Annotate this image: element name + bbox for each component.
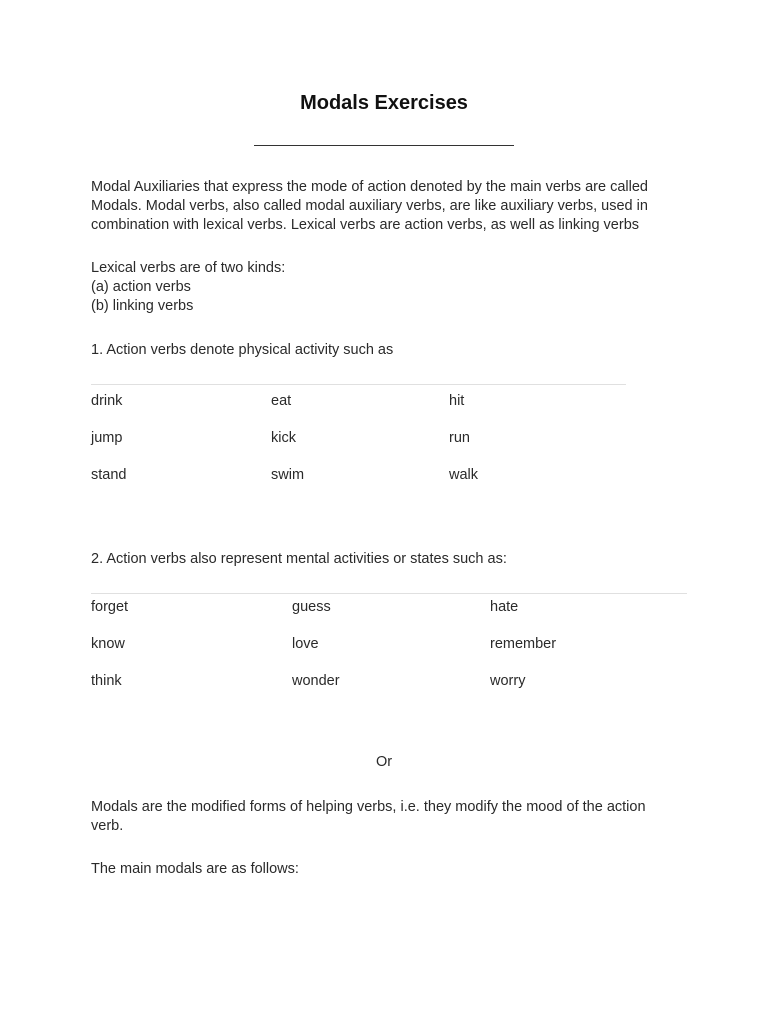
table-cell: forget bbox=[91, 599, 129, 615]
table-cell: walk bbox=[449, 467, 479, 483]
table-cell: remember bbox=[490, 636, 557, 652]
lexical-kinds-heading: Lexical verbs are of two kinds: bbox=[91, 260, 286, 276]
modals-definition: Modals are the modified forms of helping verbs, i.e. they modify the mood of the action verb. bbox=[91, 799, 646, 834]
lexical-kinds-block bbox=[91, 259, 681, 316]
table-cell: love bbox=[292, 636, 319, 652]
table-cell: know bbox=[91, 636, 125, 652]
table-cell: kick bbox=[271, 430, 296, 446]
lexical-kind-item: (b) linking verbs bbox=[91, 298, 194, 314]
table-cell: hit bbox=[449, 393, 465, 409]
intro-paragraph: Modal Auxiliaries that express the mode of action denoted by the main verbs are called Modals. Modal verbs, also called modal auxiliary verbs, are like auxiliary verbs, used in combination with lexical verbs. Lexical verbs are action verbs, as well as linking verbs bbox=[91, 179, 648, 233]
table-cell: run bbox=[449, 430, 470, 446]
title-underline bbox=[254, 145, 514, 146]
table-cell: eat bbox=[271, 393, 292, 409]
table-divider bbox=[91, 384, 626, 385]
table-cell: drink bbox=[91, 393, 123, 409]
lexical-kind-item: (a) action verbs bbox=[91, 279, 191, 295]
table-cell: worry bbox=[490, 673, 526, 689]
main-modals-heading: The main modals are as follows: bbox=[91, 861, 299, 877]
document-title: Modals Exercises bbox=[300, 92, 468, 114]
or-separator: Or bbox=[375, 754, 393, 770]
section2-heading: 2. Action verbs also represent mental activities or states such as: bbox=[91, 551, 507, 567]
section1-heading: 1. Action verbs denote physical activity such as bbox=[91, 342, 394, 358]
table-cell: swim bbox=[271, 467, 305, 483]
table-divider bbox=[91, 593, 687, 594]
table-cell: wonder bbox=[292, 673, 340, 689]
table-cell: hate bbox=[490, 599, 519, 615]
table-cell: think bbox=[91, 673, 122, 689]
table-cell: stand bbox=[91, 467, 127, 483]
table-cell: jump bbox=[91, 430, 123, 446]
table-cell: guess bbox=[292, 599, 331, 615]
